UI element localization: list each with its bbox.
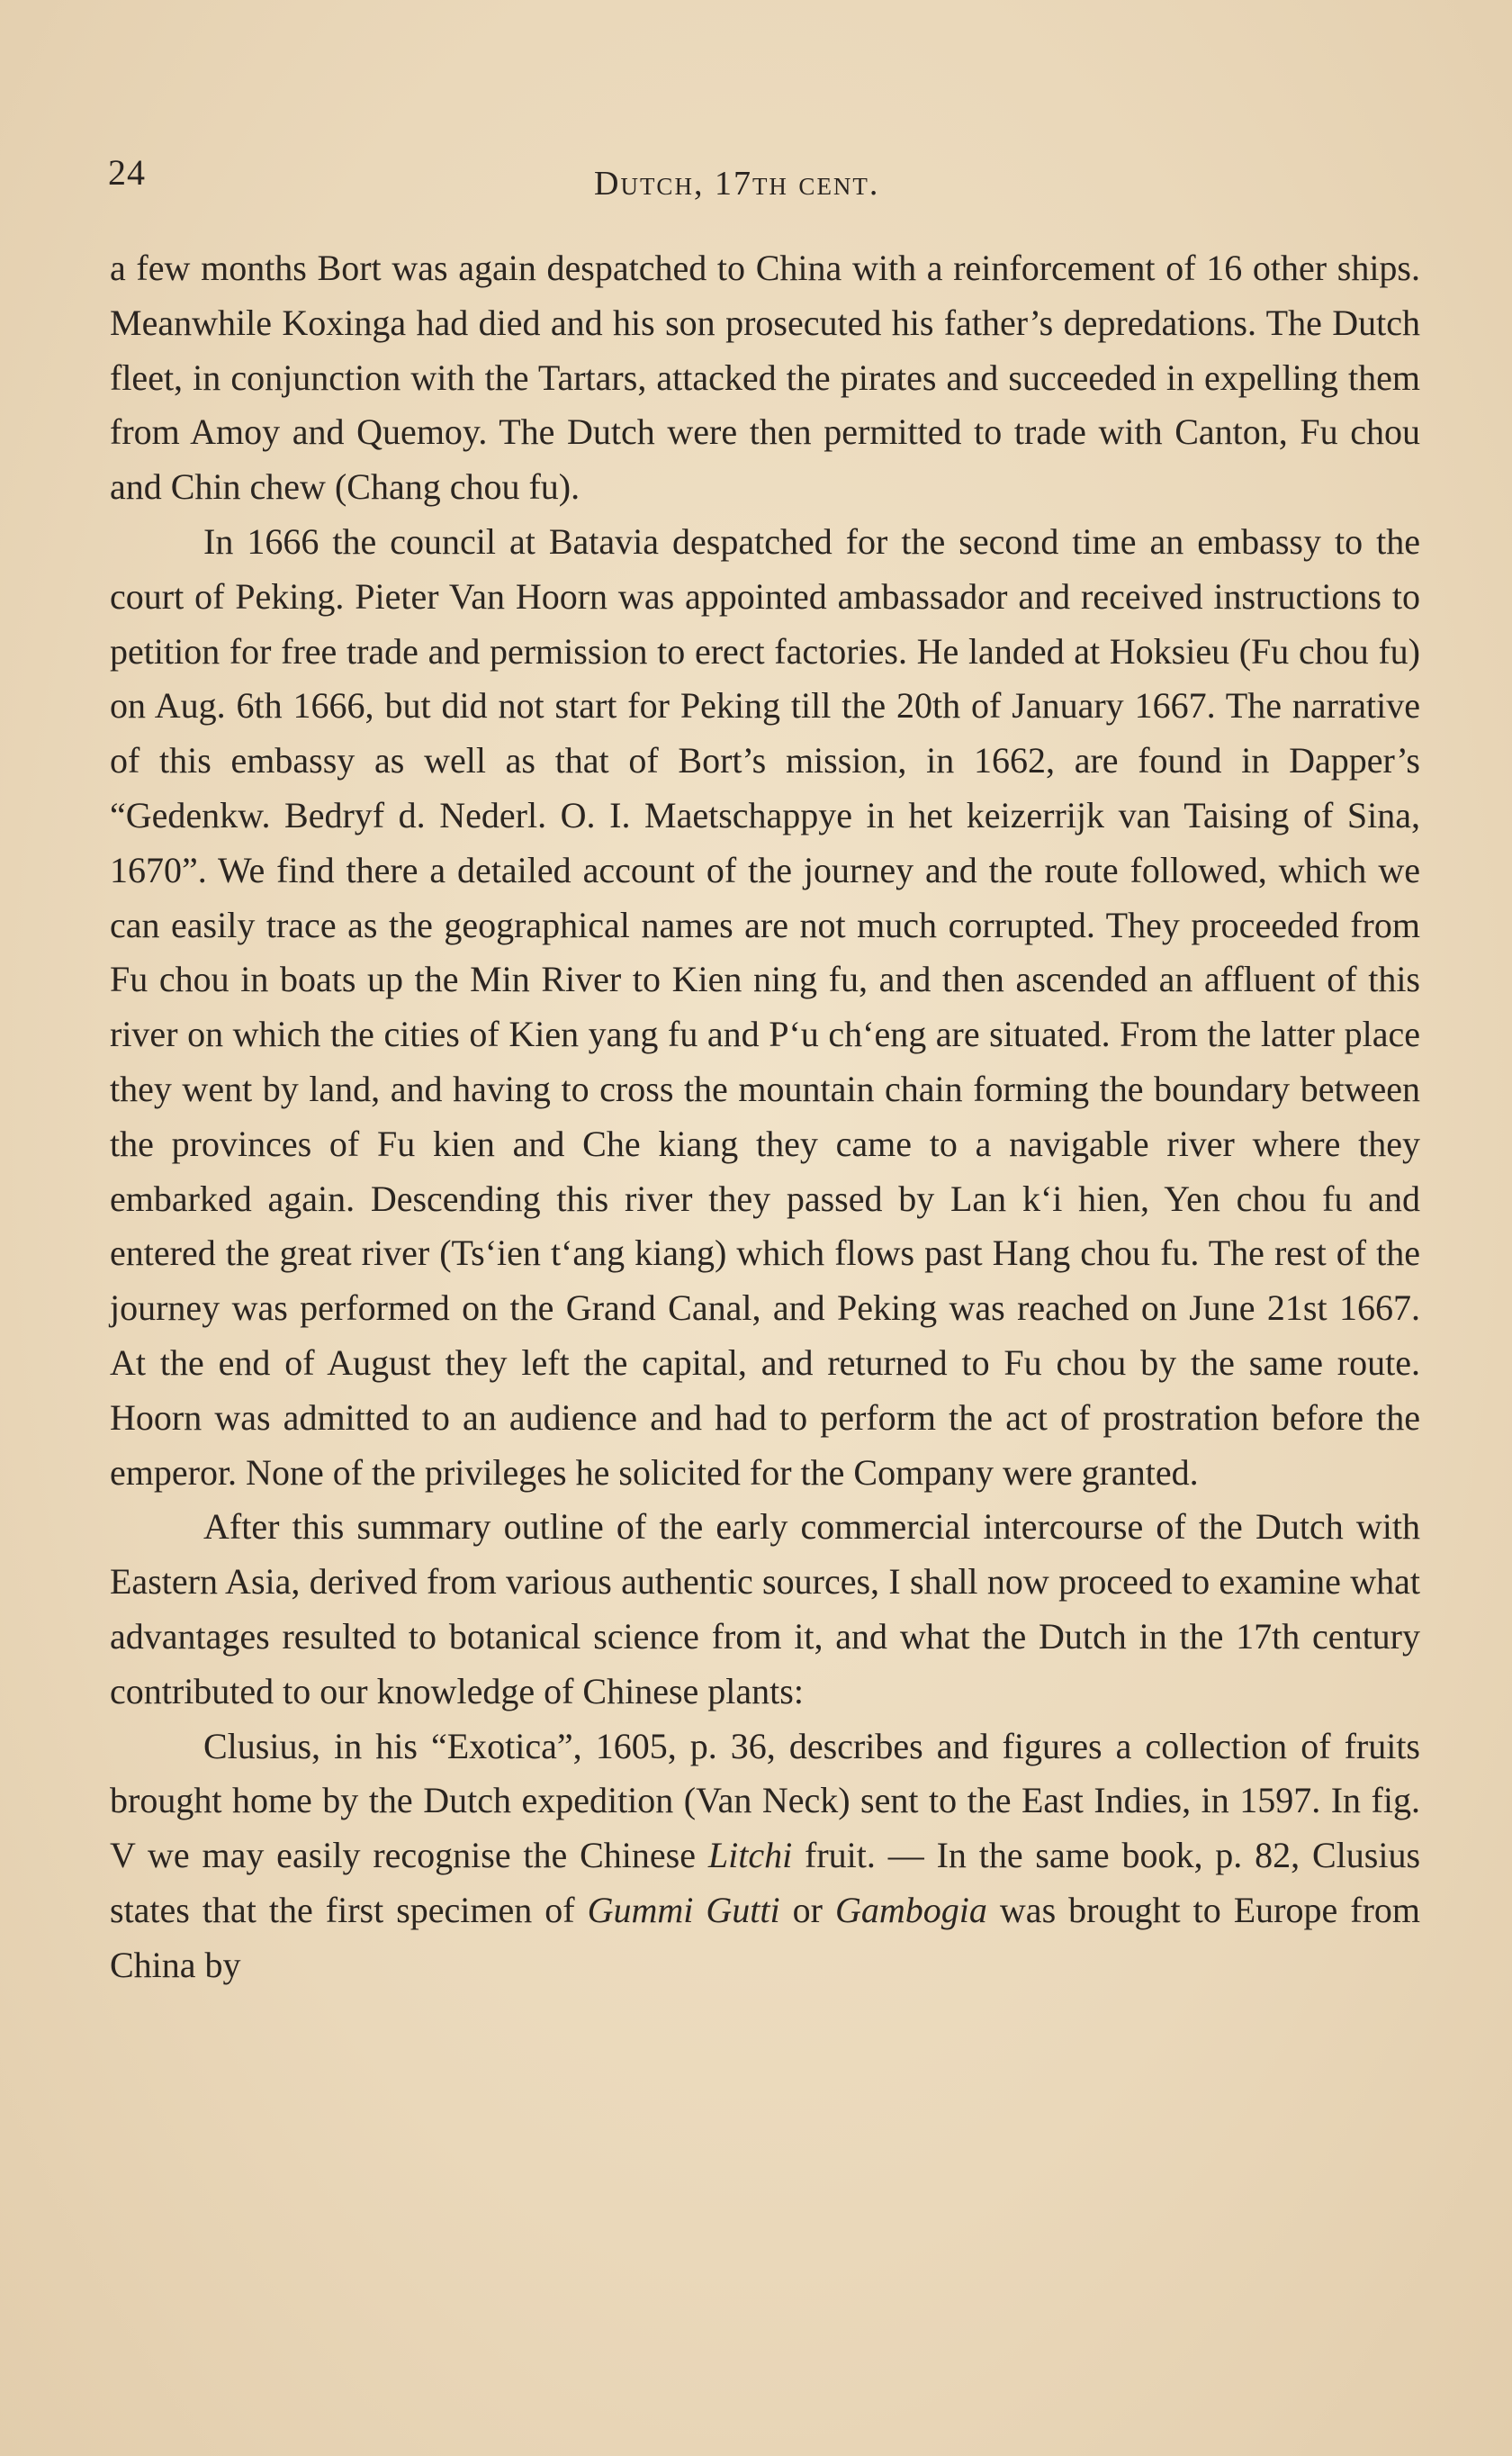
paragraph-text: or	[779, 1889, 836, 1930]
page-header	[108, 151, 1422, 214]
paragraph-text: Clusius, in his “Exotica”, 1605, p. 36, describes and figures a collection of fruits brought home by the Dutch expedition (Van Neck) sent to the East Indies, in 1597. In fig. V we may easily recognise the Chinese	[110, 1725, 1420, 1876]
paragraph-1	[110, 241, 1420, 515]
paragraph-4	[110, 1720, 1420, 1993]
paragraph-text: a few months Bort was again despatched to China with a reinforcement of 16 other ships. Meanwhile Koxinga had died and his son prosecuted his father’s depredations. The Dutch fleet, in conjunction with the Tartars, attacked the pirates and succeeded in expelling them from Amoy and Quemoy. The Dutch were then permitted to trade with Canton, Fu chou and Chin chew (Chang chou fu).	[110, 248, 1420, 508]
paragraph-text: After this summary outline of the early commercial intercourse of the Dutch with Eastern Asia, derived from various authentic sources, I shall now proceed to examine what advantages resulted to botanical science from it, and what the Dutch in the 17th century contributed to our knowledge of Chinese plants:	[110, 1506, 1420, 1711]
paragraph-text: was brought to Europe from China by	[110, 1889, 1421, 1985]
paragraph-text: fruit. — In the same book, p. 82, Clusius states that the first specimen of	[110, 1835, 1421, 1930]
paragraph-3	[110, 1500, 1420, 1719]
page-number: 24	[108, 152, 146, 193]
body-text	[110, 241, 1420, 1993]
italic-term-gambogia: Gambogia	[835, 1889, 987, 1930]
italic-term-gummi-gutti: Gummi Gutti	[587, 1889, 780, 1930]
running-head: Dutch, 17th cent.	[594, 165, 880, 203]
paragraph-2	[110, 515, 1420, 1500]
paragraph-text: In 1666 the council at Batavia despatched for the second time an embassy to the court of Peking. Pieter Van Hoorn was appointed ambassador and received instructions to petition for free trade and permission to erect factories. He landed at Hoksieu (Fu chou fu) on Aug. 6th 1666, but did not start for Peking till the 20th of January 1667. The narrative of this embassy as well as that of Bort’s mission, in 1662, are found in Dapper’s “Gedenkw. Bedryf d. Nederl. O. I. Maetschappye in het keizerrijk van Taising of Sina, 1670”. We find there a detailed account of the journey and the route followed, which we can easily trace as the geographical names are not much corrupted. They proceeded from Fu chou in boats up the Min River to Kien ning fu, and then ascended an affluent of this river on which the cities of Kien yang fu and P‘u ch‘eng are situated. From the latter place they went by land, and having to cross the mountain chain forming the boundary between the provinces of Fu kien and Che kiang they came to a navigable river where they embarked again. Descending this river they passed by Lan k‘i hien, Yen chou fu and entered the great river (Ts‘ien t‘ang kiang) which flows past Hang chou fu. The rest of the journey was performed on the Grand Canal, and Peking was reached on June 21st 1667. At the end of August they left the capital, and returned to Fu chou by the same route. Hoorn was admitted to an audience and had to perform the act of prostration before the emperor. None of the privileges he solicited for the Company were granted.	[110, 520, 1420, 1493]
italic-term-litchi: Litchi	[707, 1835, 793, 1876]
